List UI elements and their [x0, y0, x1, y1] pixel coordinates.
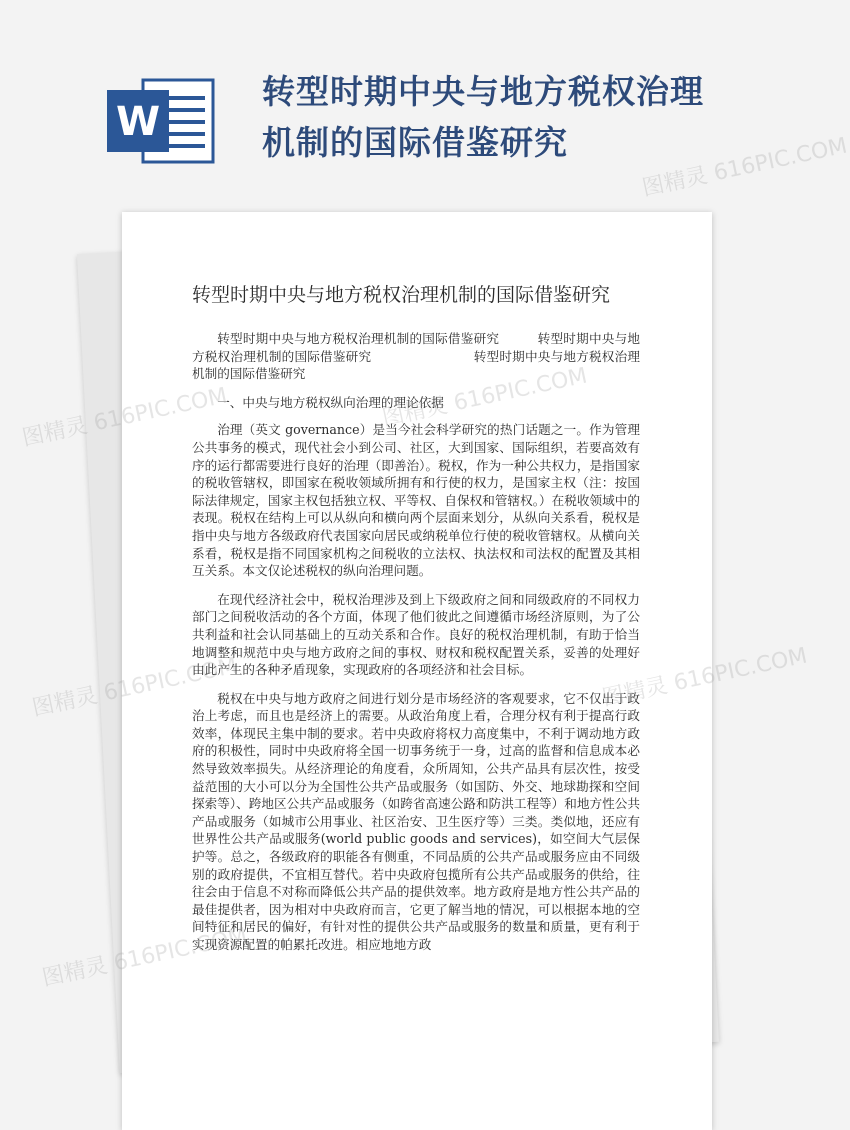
document-paragraph: 在现代经济社会中，税权治理涉及到上下级政府之间和同级政府的不同权力部门之间税收活动的各个方面，体现了他们彼此之间遵循市场经济原则，为了公共利益和社会认同基础上的互动关系和合作。良好的税权治理机制，有助于恰当地调整和规范中央与地方政府之间的事权、财权和税权配置关系，妥善的处理好由此产生的各种矛盾现象，实现政府的各项经济和社会目标。 [192, 591, 640, 678]
document-paragraph: 治理（英文 governance）是当今社会科学研究的热门话题之一。作为管理公共事务的模式，现代社会小到公司、社区，大到国家、国际组织，若要高效有序的运行都需要进行良好的治理（即善治）。税权，作为一种公共权力，是指国家的税收管辖权，即国家在税收领域所拥有和行使的权力，是国家主权（注：按国际法律规定，国家主权包括独立权、平等权、自保权和管辖权。）在税收领域中的表现。税权在结构上可以从纵向和横向两个层面来划分，从纵向关系看，税权是指中央与地方各级政府代表国家向居民或纳税单位行使的税收管辖权。从横向关系看，税权是指不同国家机构之间税收的立法权、执法权和司法权的配置及其相互关系。本文仅论述税权的纵向治理问题。 [192, 422, 640, 579]
document-page [122, 212, 712, 1130]
watermark: 图精灵 616PIC.COM [20, 383, 230, 452]
document-paragraph-intro: 转型时期中央与地方税权治理机制的国际借鉴研究 转型时期中央与地方税权治理机制的国际借鉴研究 转型时期中央与地方税权治理机制的国际借鉴研究 [192, 331, 640, 382]
document-paragraph: 税权在中央与地方政府之间进行划分是市场经济的客观要求，它不仅出于政治上考虑，而且也是经济上的需要。从政治角度上看，合理分权有利于提高行政效率，体现民主集中制的要求。若中央政府将权力高度集中，不利于调动地方政府的积极性，同时中央政府将全国一切事务统于一身，过高的监督和信息成本必然导致效率损失。从经济理论的角度看，众所周知，公共产品具有层次性，按受益范围的大小可以分为全国性公共产品或服务（如国防、外交、地球勘探和空间探索等）、跨地区公共产品或服务（如跨省高速公路和防洪工程等）和地方性公共产品或服务（如城市公用事业、社区治安、卫生医疗等）三类。类似地，还应有世界性公共产品或服务(world public goods and services)，如空间大气层保护等。总之，各级政府的职能各有侧重，不同品质的公共产品或服务应由不同级别的政府提供，不宜相互替代。若中央政府包揽所有公共产品或服务的供给，往往会由于信息不对称而降低公共产品的提供效率。地方政府是地方性公共产品的最佳提供者，因为相对中央政府而言，它更了解当地的情况，可以根据本地的空间特征和居民的偏好，有针对性的提供公共产品或服务的数量和质量，更有利于实现资源配置的帕累托改进。相应地地方政 [192, 690, 640, 952]
document-body [192, 330, 640, 954]
word-document-icon [105, 72, 217, 168]
section-heading: 一、中央与地方税权纵向治理的理论依据 [217, 394, 444, 410]
watermark: 图精灵 616PIC.COM [380, 363, 590, 432]
header-title-line-1: 转型时期中央与地方税权治理 [262, 72, 704, 111]
watermark: 图精灵 616PIC.COM [640, 133, 850, 202]
header-title-line-2: 机制的国际借鉴研究 [262, 123, 568, 162]
document-title: 转型时期中央与地方税权治理机制的国际借鉴研究 [192, 284, 611, 306]
logo-letter: W [115, 99, 161, 145]
watermark: 图精灵 616PIC.COM [30, 653, 240, 722]
watermark: 图精灵 616PIC.COM [40, 923, 250, 992]
header-title [262, 66, 782, 168]
watermark: 图精灵 616PIC.COM [600, 643, 810, 712]
